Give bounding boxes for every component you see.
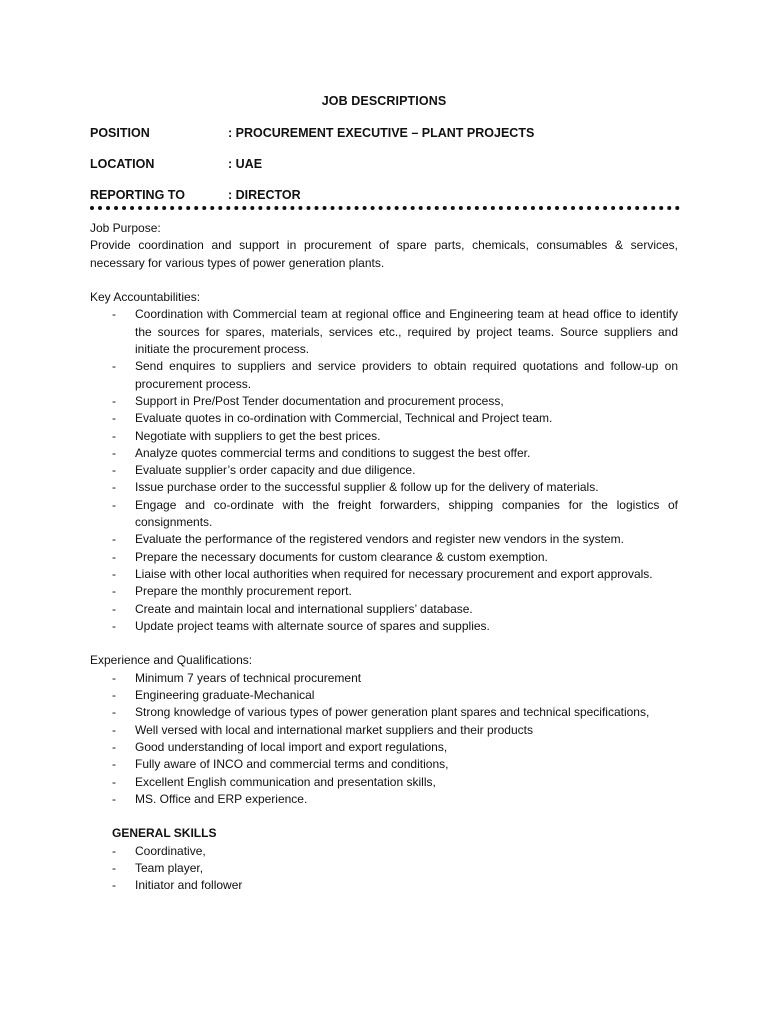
list-item: - Well versed with local and international market suppliers and their products — [112, 722, 533, 737]
list-item: - Support in Pre/Post Tender documentation and procurement process, — [112, 393, 504, 408]
list-item: - Minimum 7 years of technical procurement — [112, 670, 362, 685]
document-body — [90, 220, 678, 895]
list-item: - Issue purchase order to the successful supplier & follow up for the delivery of materials. — [112, 480, 599, 495]
key-accountabilities-list — [90, 306, 678, 635]
list-item: - Liaise with other local authorities when required for necessary procurement and export approvals. — [112, 566, 653, 581]
general-skills-list — [90, 843, 678, 895]
list-item: - MS. Office and ERP experience. — [112, 791, 308, 806]
list-item: - Team player, — [112, 860, 204, 875]
list-item: - Coordinative, — [112, 843, 206, 858]
job-purpose-text: Provide coordination and support in procurement of spare parts, chemicals, consumables & services, necessary for various types of power generation plants. — [90, 238, 678, 270]
location-label: LOCATION — [90, 157, 155, 171]
location-value: : UAE — [228, 157, 263, 171]
list-item: - Evaluate quotes in co-ordination with Commercial, Technical and Project team. — [112, 411, 553, 426]
job-purpose-heading: Job Purpose: — [90, 221, 161, 235]
list-item: - Evaluate the performance of the registered vendors and register new vendors in the system. — [112, 532, 624, 547]
position-row — [90, 125, 690, 141]
list-item: - Engage and co-ordinate with the freight forwarders, shipping companies for the logistics of consignments. — [112, 497, 678, 530]
list-item: - Good understanding of local import and export regulations, — [112, 739, 448, 754]
location-row — [90, 156, 690, 172]
general-skills-heading: GENERAL SKILLS — [112, 826, 217, 841]
dotted-divider — [90, 206, 680, 210]
reporting-row — [90, 187, 690, 203]
list-item: - Prepare the monthly procurement report. — [112, 584, 352, 599]
list-item: - Coordination with Commercial team at regional office and Engineering team at head office to identify the sources for spares, materials, services etc., required by project teams. Source suppliers and initiate the procurement process. — [112, 307, 678, 357]
list-item: - Analyze quotes commercial terms and conditions to suggest the best offer. — [112, 445, 531, 460]
experience-list — [90, 670, 678, 808]
position-label: POSITION — [90, 126, 150, 140]
list-item: - Negotiate with suppliers to get the best prices. — [112, 428, 381, 443]
list-item: - Update project teams with alternate source of spares and supplies. — [112, 618, 490, 633]
position-value: : PROCUREMENT EXECUTIVE – PLANT PROJECTS — [228, 126, 535, 140]
list-item: - Prepare the necessary documents for custom clearance & custom exemption. — [112, 549, 548, 564]
document-title: JOB DESCRIPTIONS — [321, 94, 447, 108]
list-item: - Strong knowledge of various types of power generation plant spares and technical specifications, — [112, 705, 650, 720]
experience-heading: Experience and Qualifications: — [90, 653, 253, 668]
list-item: - Create and maintain local and international suppliers’ database. — [112, 601, 473, 616]
list-item: - Fully aware of INCO and commercial terms and conditions, — [112, 757, 449, 772]
list-item: - Initiator and follower — [112, 878, 243, 893]
key-accountabilities-heading: Key Accountabilities: — [90, 290, 201, 305]
list-item: - Send enquires to suppliers and service providers to obtain required quotations and follow-up on procurement process. — [112, 359, 678, 391]
reporting-label: REPORTING TO — [90, 188, 185, 202]
list-item: - Engineering graduate-Mechanical — [112, 688, 315, 703]
reporting-value: : DIRECTOR — [228, 188, 301, 202]
list-item: - Excellent English communication and presentation skills, — [112, 774, 436, 789]
list-item: - Evaluate supplier’s order capacity and due diligence. — [112, 463, 416, 478]
